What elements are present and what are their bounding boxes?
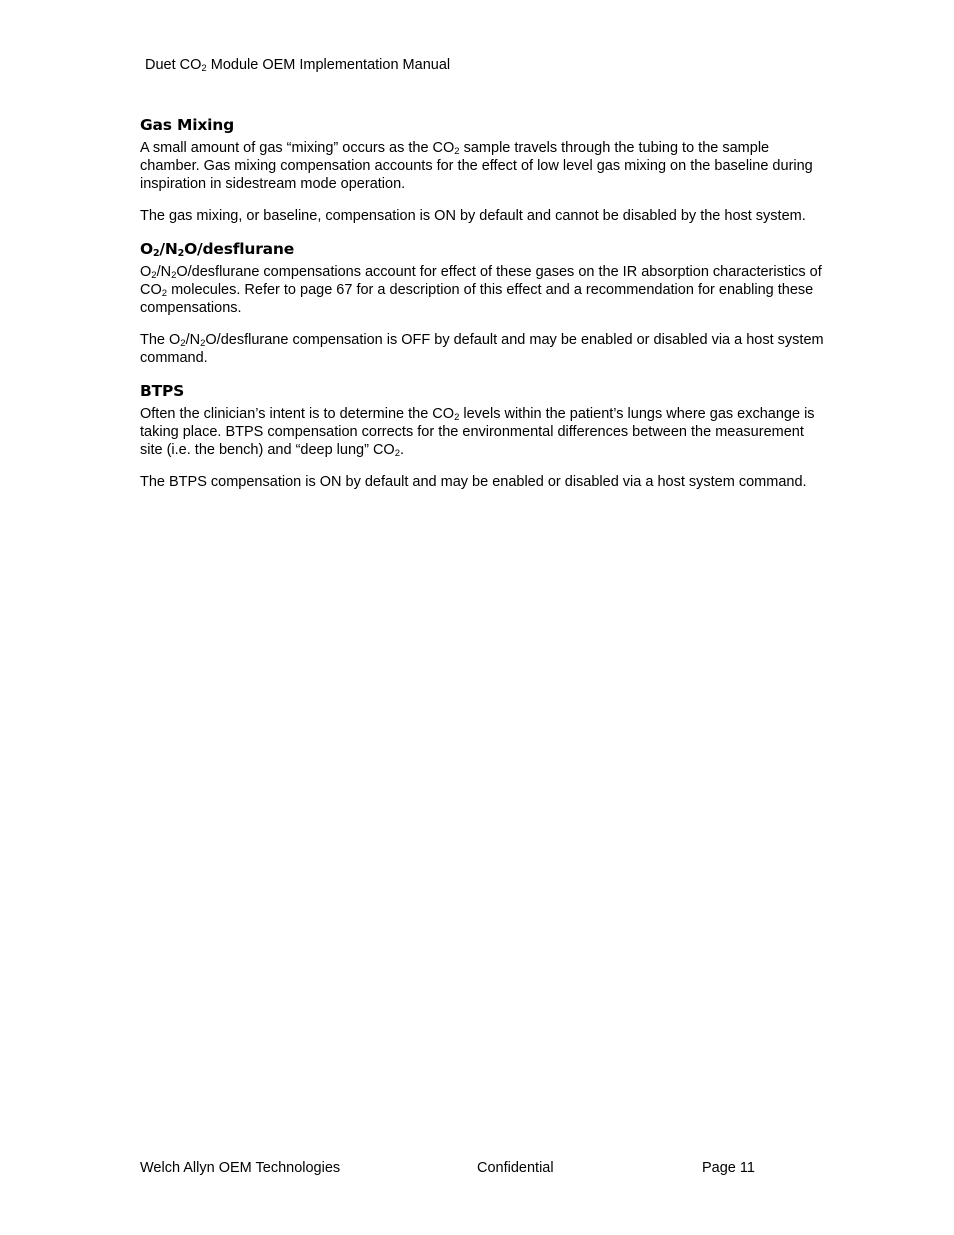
section-gas-mixing (140, 115, 830, 225)
text-run: sample travels through the tubing to the sample chamber. Gas mixing compensation accounts for the effect of low level gas mixing on the baseline during inspiration in sidestream mode operation. (140, 140, 813, 192)
subscript: 2 (151, 270, 157, 281)
section-btps (140, 381, 830, 491)
text-run: molecules. Refer to page 67 for a description of this effect and a recommendation for enabling these compensations. (140, 282, 814, 316)
text-run: /N (185, 332, 201, 348)
text-run: /N (156, 264, 172, 280)
header-title-subscript: 2 (201, 63, 207, 74)
subscript: 2 (171, 270, 177, 281)
section-heading-btps: BTPS (140, 382, 185, 400)
footer-page-number: Page 11 (702, 1160, 755, 1176)
paragraph-gas-mixing-2: The gas mixing, or baseline, compensation is ON by default and cannot be disabled by the host system. (140, 208, 806, 224)
page-footer (0, 1159, 954, 1179)
text-run: The O (140, 332, 181, 348)
text-run: levels within the patient’s lungs where gas exchange is taking place. BTPS compensation corrects for the environmental differences between the measurement site (i.e. the bench) and “deep lung” CO (140, 406, 815, 458)
subscript: 2 (177, 248, 185, 259)
text-run: O/desflurane compensations account for effect of these gases on the IR absorption characteristics of CO (140, 264, 822, 298)
header-title-prefix: Duet CO (145, 57, 202, 73)
text-run: A small amount of gas “mixing” occurs as the CO (140, 140, 455, 156)
text-run: O/desflurane compensation is OFF by default and may be enabled or disabled via a host system command. (140, 332, 824, 366)
subscript: 2 (200, 338, 206, 349)
subscript: 2 (454, 412, 460, 423)
subscript: 2 (152, 248, 160, 259)
subscript: 2 (180, 338, 186, 349)
paragraph-gas-mixing-1 (140, 139, 830, 193)
document-body (140, 115, 830, 505)
paragraph-o2-n2o-1 (140, 263, 830, 317)
footer-company: Welch Allyn OEM Technologies (140, 1160, 341, 1176)
subscript: 2 (161, 288, 168, 299)
text-run: O (140, 240, 153, 258)
paragraph-btps-1 (140, 405, 830, 459)
subscript: 2 (454, 146, 460, 157)
section-heading-gas-mixing: Gas Mixing (140, 116, 234, 134)
header-title-suffix: Module OEM Implementation Manual (206, 57, 451, 73)
page-header (145, 56, 450, 74)
paragraph-o2-n2o-2 (140, 331, 830, 367)
paragraph-btps-2: The BTPS compensation is ON by default and may be enabled or disabled via a host system command. (140, 474, 807, 490)
footer-confidential: Confidential (477, 1160, 554, 1176)
subscript: 2 (394, 448, 400, 459)
text-run: /N (159, 240, 178, 258)
section-o2-n2o-desflurane (140, 239, 830, 367)
text-run: Often the clinician’s intent is to determine the CO (140, 406, 455, 422)
text-run: O/desflurane (184, 240, 295, 258)
text-run: O (140, 264, 152, 280)
section-heading-o2-n2o-desflurane (140, 239, 830, 259)
text-run: . (400, 442, 405, 458)
